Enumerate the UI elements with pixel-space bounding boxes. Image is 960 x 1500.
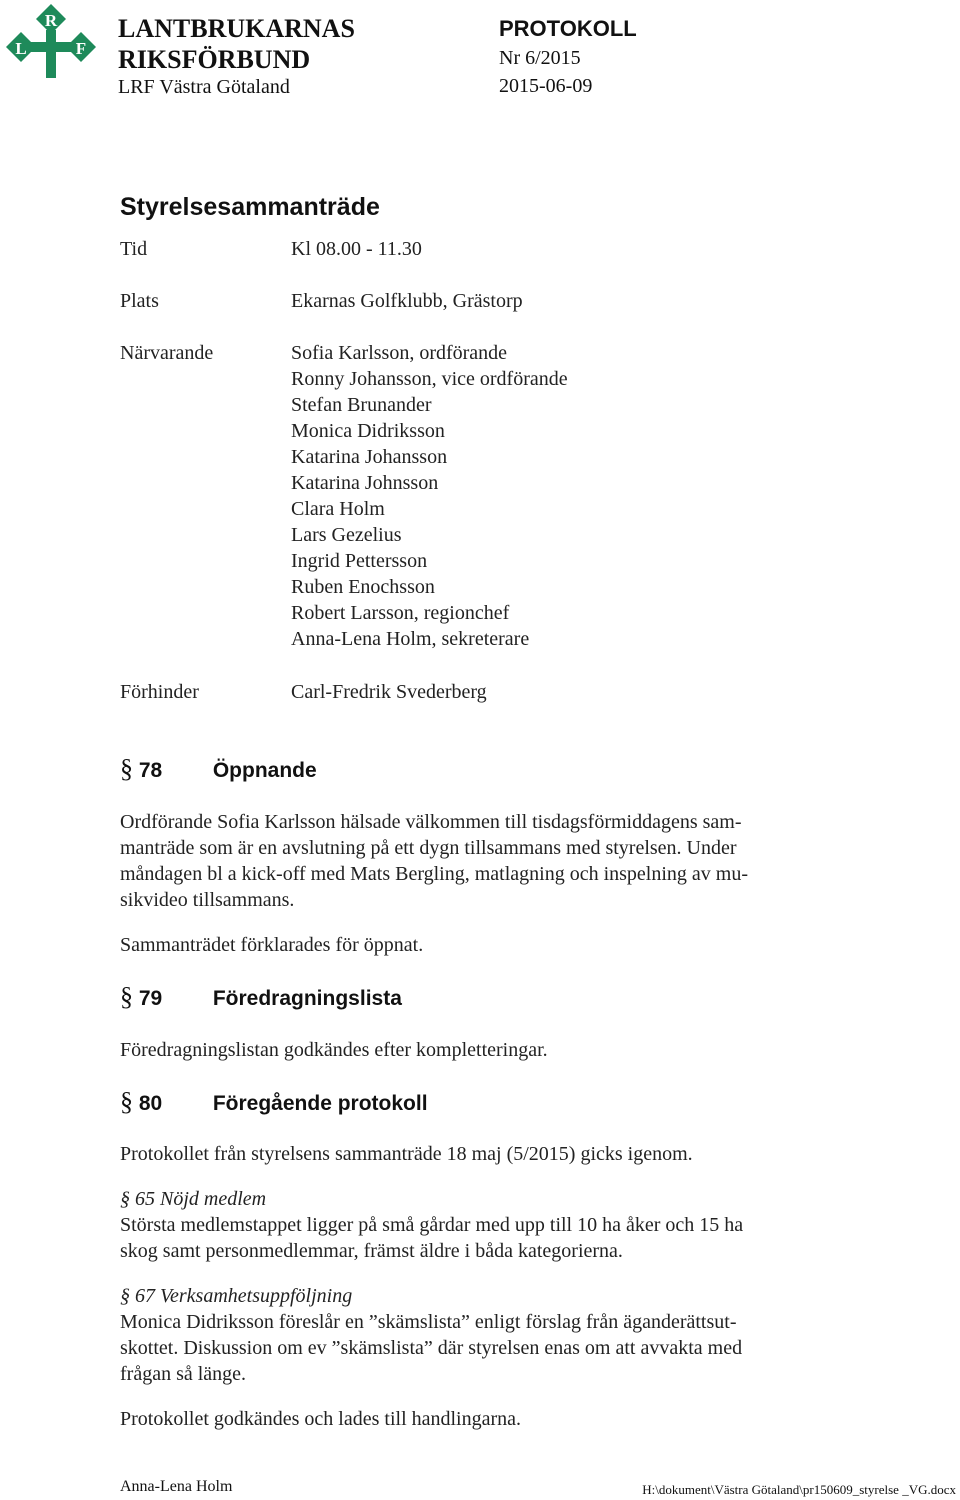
text-line: frågan så länge. [120, 1363, 247, 1385]
plats-label: Plats [120, 290, 159, 312]
text-line: sikvideo tillsammans. [120, 889, 295, 911]
list-item: Sofia Karlsson, ordförande [291, 342, 508, 364]
section-78-body [120, 809, 840, 913]
section-number: 79 [138, 987, 163, 1010]
org-name-line2: RIKSFÖRBUND [118, 45, 311, 74]
text-line: skottet. Diskussion om ev ”skämslista” där styrelsen enas om att avvakta med [120, 1337, 743, 1359]
section-number: 78 [138, 759, 163, 782]
tid-label: Tid [120, 238, 148, 260]
footer-file-path: H:\dokument\Västra Götaland\pr150609_styrelse _VG.docx [642, 1482, 956, 1497]
forhinder-label: Förhinder [120, 681, 199, 703]
section-title: Föregående protokoll [212, 1092, 428, 1115]
logo-letter-l: L [15, 39, 27, 58]
org-region: LRF Västra Götaland [118, 76, 290, 98]
list-item: Lars Gezelius [291, 524, 402, 546]
list-item: Katarina Johnsson [291, 472, 439, 494]
attendee-list [291, 340, 568, 652]
paragraph-symbol: § [120, 1087, 133, 1116]
section-80-body: Protokollet från styrelsens sammanträde 18 maj (5/2015) gicks igenom. [120, 1143, 693, 1165]
list-item: Stefan Brunander [291, 394, 432, 416]
paragraph-symbol: § [120, 754, 133, 783]
section-title: Öppnande [212, 759, 317, 782]
list-item: Ingrid Pettersson [291, 550, 428, 572]
section-title: Föredragningslista [212, 987, 402, 1010]
text-line: skog samt personmedlemmar, främst äldre i båda kategorierna. [120, 1240, 623, 1262]
text-line: Monica Didriksson föreslår en ”skämslista” enligt förslag från äganderättsut- [120, 1311, 737, 1333]
subsection-67-body [120, 1309, 840, 1387]
list-item: Anna-Lena Holm, sekreterare [291, 628, 530, 650]
section-heading-78 [120, 754, 317, 784]
section-78-closing: Sammanträdet förklarades för öppnat. [120, 934, 424, 956]
text-line: måndagen bl a kick-off med Mats Bergling, matlagning och inspelning av mu- [120, 863, 749, 885]
doc-number: Nr 6/2015 [499, 47, 581, 69]
doc-type: PROTOKOLL [499, 16, 637, 41]
text-line: Största medlemstappet ligger på små gårdar med upp till 10 ha åker och 15 ha [120, 1214, 744, 1236]
list-item: Katarina Johansson [291, 446, 448, 468]
subsection-ref-67: § 67 Verksamhetsuppföljning [120, 1285, 353, 1307]
subsection-65-body [120, 1212, 840, 1264]
section-number: 80 [138, 1092, 163, 1115]
list-item: Robert Larsson, regionchef [291, 602, 510, 624]
text-line: Ordförande Sofia Karlsson hälsade välkommen till tisdagsförmiddagens sam- [120, 811, 742, 833]
page-title: Styrelsesammanträde [120, 193, 380, 221]
plats-value: Ekarnas Golfklubb, Grästorp [291, 290, 523, 312]
forhinder-value: Carl-Fredrik Svederberg [291, 681, 487, 703]
logo-letter-f: F [75, 39, 87, 58]
list-item: Ronny Johansson, vice ordförande [291, 368, 568, 390]
list-item: Ruben Enochsson [291, 576, 435, 598]
section-79-body: Föredragningslistan godkändes efter kompletteringar. [120, 1039, 548, 1061]
org-name-line1: LANTBRUKARNAS [118, 14, 355, 43]
list-item: Clara Holm [291, 498, 385, 520]
logo-letter-r: R [44, 11, 58, 30]
tid-value: Kl 08.00 - 11.30 [291, 238, 422, 260]
section-80-closing: Protokollet godkändes och lades till handlingarna. [120, 1408, 522, 1430]
footer-author: Anna-Lena Holm [120, 1478, 233, 1495]
text-line: manträde som är en avslutning på ett dygn tillsammans med styrelsen. Under [120, 837, 737, 859]
doc-date: 2015-06-09 [499, 75, 593, 97]
lrf-logo [6, 2, 96, 80]
subsection-ref-65: § 65 Nöjd medlem [120, 1188, 267, 1210]
section-heading-79 [120, 982, 402, 1012]
section-heading-80 [120, 1087, 428, 1117]
list-item: Monica Didriksson [291, 420, 445, 442]
narvarande-label: Närvarande [120, 342, 214, 364]
paragraph-symbol: § [120, 982, 133, 1011]
